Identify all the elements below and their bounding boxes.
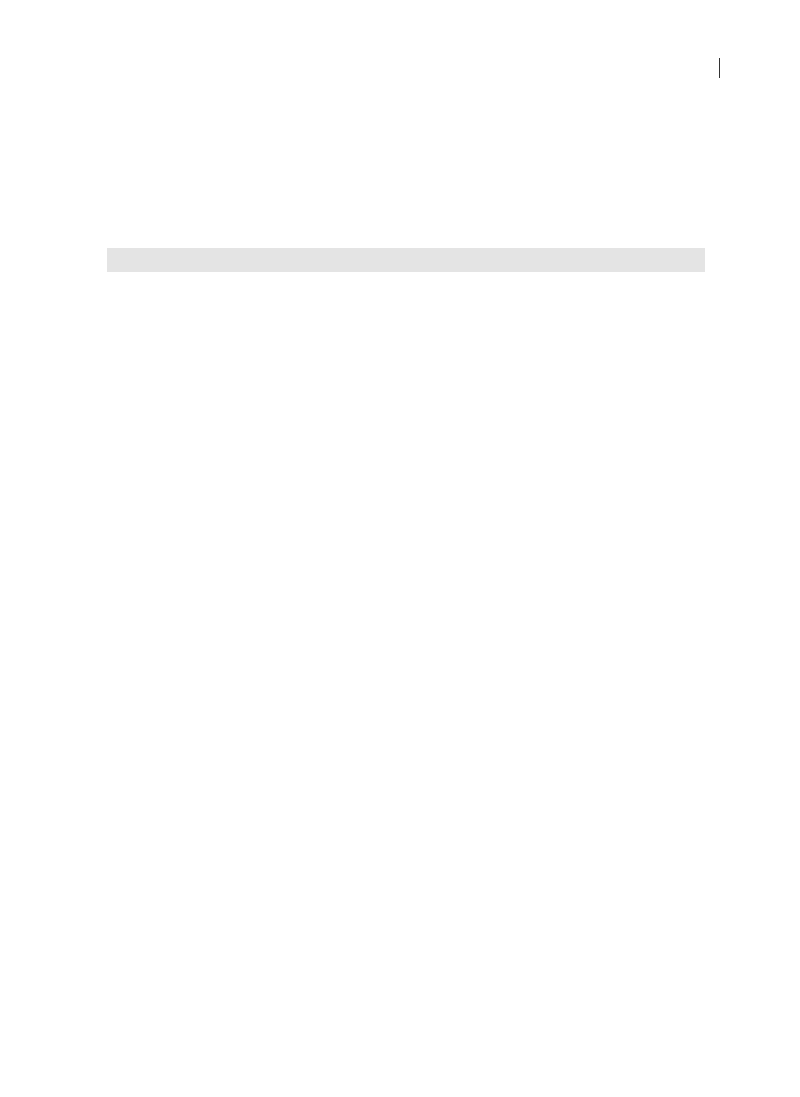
running-header bbox=[719, 56, 728, 80]
part-banner bbox=[107, 248, 705, 272]
header-divider bbox=[719, 58, 720, 78]
